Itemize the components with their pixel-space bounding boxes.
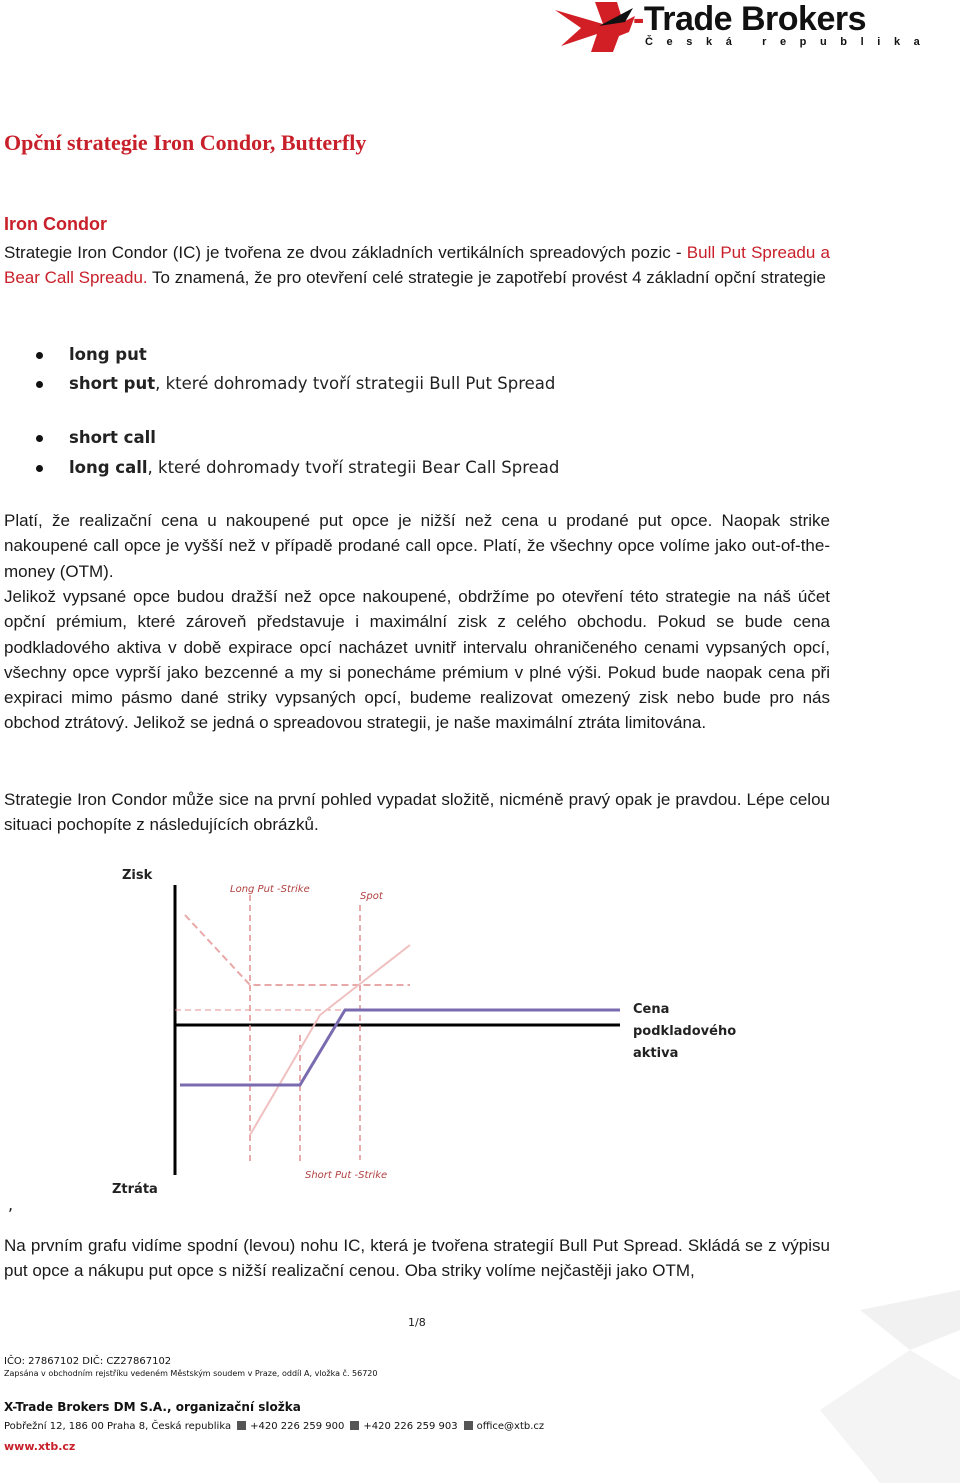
paragraph-premium: Jelikož vypsané opce budou dražší než opce nakoupené, obdržíme po otevření této strategie na náš účet opční prémium, které zároveň představuje i maximální zisk z celého obchodu. Pokud se bude cena podkladového aktiva v době expirace opcí nacházet uvnitř intervalu ohraničeného cenami vypsaných opcí, všechny opce vyprší jako bezcenné a my si ponecháme prémium v plné výši. Pokud bude naopak cena při expiraci mimo pásmo dané striky vypsaných opcí, budeme realizovat omezený zisk nebo bude pro nás obchod ztrátový. Jelikož se jedná o spreadovou strategii, je naše maximální ztráta limitována. xyxy=(4,587,830,733)
logo-dash: - xyxy=(633,0,644,38)
footer-company: X-Trade Brokers DM S.A., organizační složka xyxy=(4,1400,301,1414)
footer-x-watermark-icon xyxy=(820,1290,960,1483)
intro-part2: To znamená, že pro otevření celé strategie je zapotřebí provést 4 základní opční strategie xyxy=(147,268,826,288)
footer-website-link[interactable]: www.xtb.cz xyxy=(4,1440,76,1453)
intro-paragraph xyxy=(4,240,830,291)
paragraph-intro-charts: Strategie Iron Condor může sice na první pohled vypadat složitě, nicméně pravý opak je pravdou. Lépe celou situaci pochopíte z následujících obrázků. xyxy=(4,790,830,835)
section-heading: Iron Condor xyxy=(4,214,107,234)
footer-ids: IČO: 27867102 DIČ: CZ27867102 xyxy=(4,1356,172,1367)
fax-icon xyxy=(350,1421,359,1430)
document-title: Opční strategie Iron Condor, Butterfly xyxy=(4,130,367,155)
long-put-leg xyxy=(185,915,410,985)
xlabel-line-2: podkladového xyxy=(633,1024,737,1039)
bullet-bold: short put xyxy=(69,374,156,393)
intro-part1: Strategie Iron Condor (IC) je tvořena ze dvou základních vertikálních spreadových pozic - xyxy=(4,243,687,262)
spot-label: Spot xyxy=(360,891,383,902)
bullet-dot xyxy=(36,381,43,388)
paragraph-strikes: Platí, že realizační cena u nakoupené put opce je nižší než cena u prodané put opce. Naopak strike nakoupené call opce je vyšší než v případě prodané call opce. Platí, že všechny opce volíme jako out-of-the-money (OTM). xyxy=(4,511,830,581)
footer-phone2[interactable]: +420 226 259 903 xyxy=(363,1421,458,1432)
long-put-strike-label: Long Put -Strike xyxy=(230,884,310,895)
logo-brand-text: Trade Brokers xyxy=(643,0,866,38)
logo-subtitle: Česká republika xyxy=(645,36,934,48)
short-put-strike-label: Short Put -Strike xyxy=(305,1170,388,1181)
stray-comma: , xyxy=(8,1195,14,1214)
footer-address: Pobřežní 12, 186 00 Praha 8, Česká republika xyxy=(4,1421,232,1432)
paragraph-first-chart: Na prvním grafu vidíme spodní (levou) nohu IC, která je tvořena strategií Bull Put Spread. Skládá se z výpisu put opce a nákupu put opce s nižší realizační cenou. Oba striky volíme nejčastěji jako OTM, xyxy=(4,1236,830,1281)
bullet-bold: long call xyxy=(69,458,148,477)
xtb-logo xyxy=(555,0,934,56)
bullet-dot xyxy=(36,465,43,472)
ylabel-top: Zisk xyxy=(122,868,153,883)
xlabel-line-3: aktiva xyxy=(633,1046,679,1061)
footer-phone1[interactable]: +420 226 259 900 xyxy=(250,1421,345,1432)
footer-contact-line xyxy=(4,1421,544,1432)
bullet-dot xyxy=(36,352,43,359)
footer-registry: Zapsána v obchodním rejstříku vedeném Městským soudem v Praze, oddíl A, vložka č. 56720 xyxy=(4,1369,378,1378)
payoff-line xyxy=(180,1010,620,1085)
xlabel-line-1: Cena xyxy=(633,1002,670,1017)
bullet-bold: short call xyxy=(69,428,156,447)
bullet-bold: long put xyxy=(69,345,147,364)
phone-icon xyxy=(237,1421,246,1430)
bullet-dot xyxy=(36,435,43,442)
email-icon xyxy=(464,1421,473,1430)
x-logo-icon xyxy=(555,2,635,52)
ylabel-bottom: Ztráta xyxy=(112,1182,158,1197)
page-number: 1/8 xyxy=(408,1316,426,1329)
payoff-chart xyxy=(90,855,770,1205)
intro-highlight: Bull Put Spreadu a Bear Call Spreadu. xyxy=(4,243,830,288)
footer-email[interactable]: office@xtb.cz xyxy=(476,1421,545,1432)
logo-brand xyxy=(633,0,866,39)
payoff-chart-svg xyxy=(90,855,770,1205)
short-put-leg xyxy=(250,945,410,1135)
